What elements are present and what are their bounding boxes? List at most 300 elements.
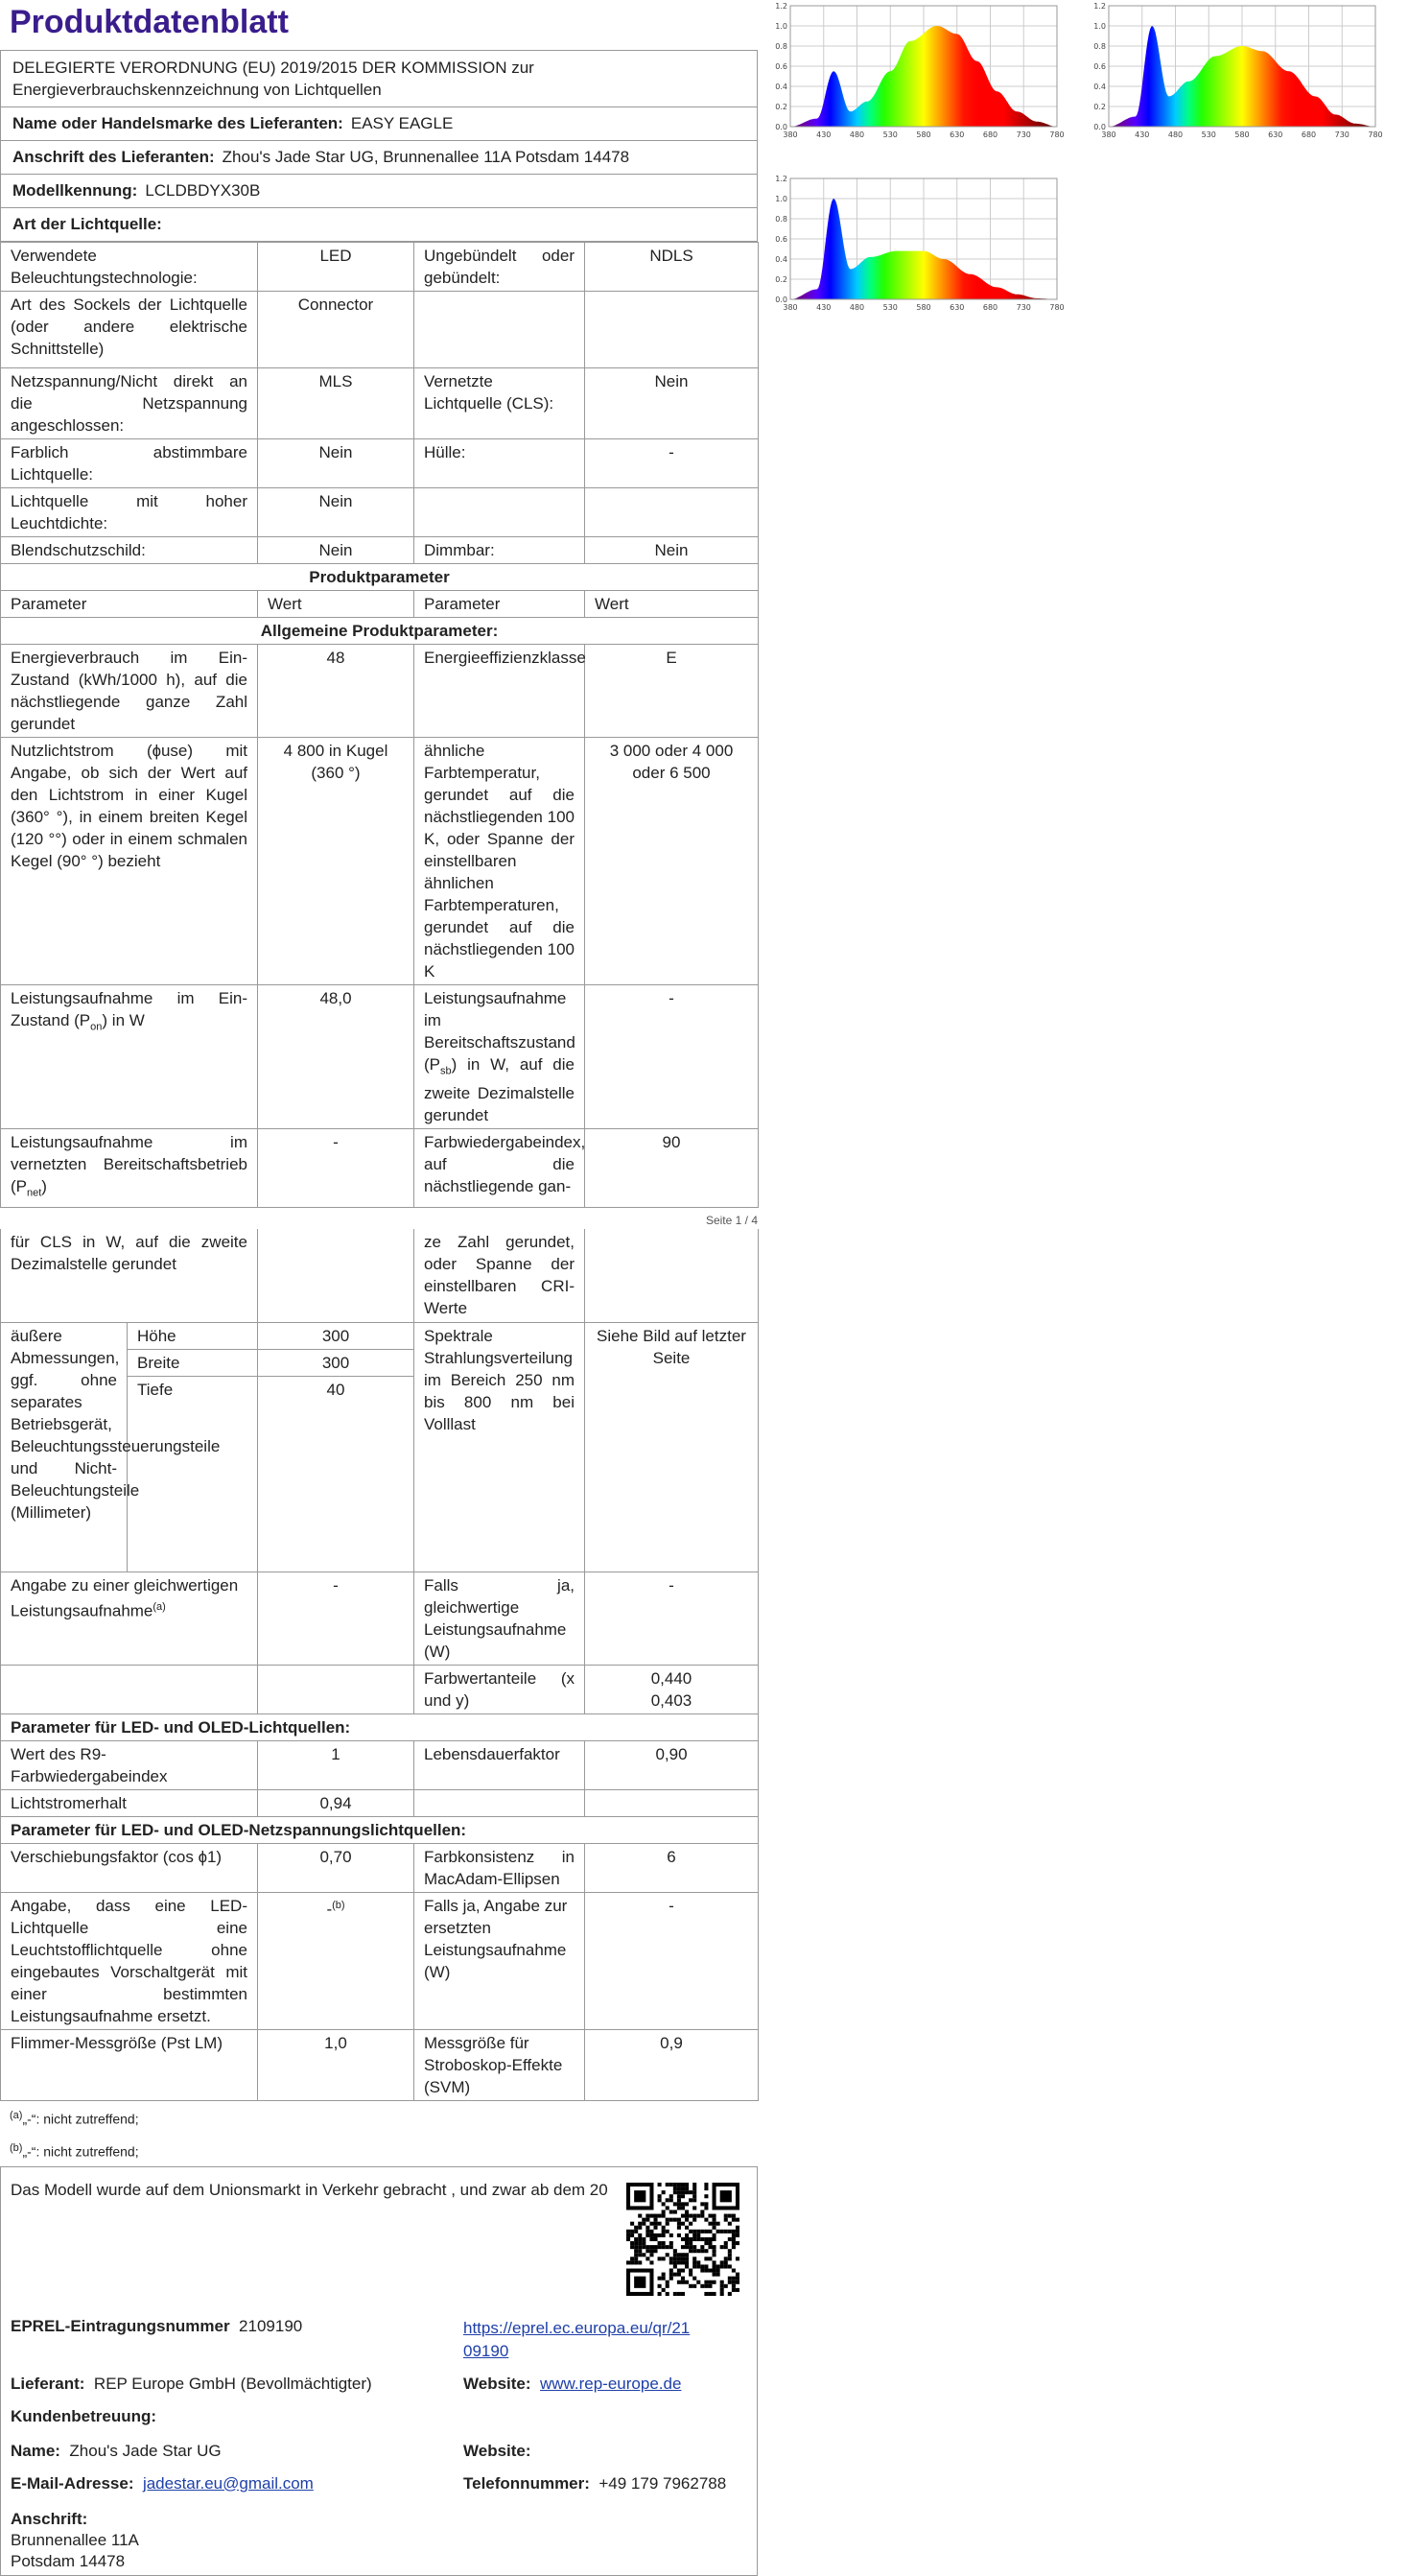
qr-module [736,2276,739,2280]
light-type-heading-row [0,208,758,242]
qr-module [653,2217,657,2221]
qr-module [732,2241,736,2245]
x-tick-label: 580 [1234,130,1250,139]
qr-module [653,2225,657,2229]
qr-module [720,2245,724,2249]
eprel-row: EPREL-Eintragungsnummer 2109190 [11,2316,303,2335]
page-number: Seite 1 / 4 [705,1213,758,1227]
x-tick-label: 730 [1016,303,1031,312]
x-tick-label: 480 [849,130,865,139]
lieferant-row: Lieferant: REP Europe GmbH (Bevollmächtigter) [11,2374,372,2393]
qr-module [681,2253,685,2257]
table-row [1,1323,759,1350]
mls-params-heading: Parameter für LED- und OLED-Netzspannungslichtquellen: [1,1817,759,1844]
qr-module [700,2210,704,2213]
equiv-label: Angabe zu einer gleichwertigen Leistungsaufnahme$^{(a)}$ [1,1572,258,1666]
qr-module [728,2213,732,2217]
x-tick-label: 730 [1016,130,1031,139]
qr-module [673,2292,677,2296]
equiv-value: - [258,1572,414,1666]
qr-module [692,2249,696,2253]
param-value [585,488,759,537]
qr-module [724,2264,728,2268]
qr-module [638,2245,642,2249]
qr-module [696,2213,700,2217]
qr-module [685,2245,689,2249]
param-value: Nein [585,368,759,439]
qr-module [700,2202,704,2206]
qr-module [634,2257,638,2260]
repl2-value: - [585,1893,759,2030]
x-tick-label: 480 [849,303,865,312]
table-row [1,1790,759,1817]
qr-module [673,2202,677,2206]
qr-module [673,2183,677,2186]
qr-module [677,2186,681,2190]
qr-module [658,2213,662,2217]
light-type-table [0,242,759,1208]
qr-module [673,2272,677,2276]
dims-label: äußere Abmessungen, ggf. ohne separates Betriebsgerät, Beleuchtungssteuerungsteile und Nicht-Beleuchtungsteile (Millimeter) [1,1323,128,1572]
qr-module [708,2241,712,2245]
qr-module [724,2283,728,2287]
qr-module [681,2257,685,2260]
qr-module [634,2237,638,2241]
qr-module [638,2253,642,2257]
qr-module [630,2260,634,2264]
qr-module [689,2198,692,2202]
x-tick-label: 580 [916,130,931,139]
product-params-heading: Produktparameter [1,564,759,591]
qr-module [669,2233,673,2236]
qr-module [634,2245,638,2249]
param-value: 48,0 [258,985,414,1129]
param-label: Leistungsaufnahme im Ein-Zustand $(P_{on})$ in W [1,985,258,1129]
x-tick-label: 480 [1167,130,1184,139]
supplier-address-row [0,141,758,175]
qr-module [669,2194,673,2198]
col-header-value: Wert [258,591,414,618]
param-label: Lichtquelle mit hoher Leuchtdichte: [1,488,258,537]
maint-label: Lichtstromerhalt [1,1790,258,1817]
qr-code-icon[interactable] [626,2183,739,2296]
qr-module [689,2241,692,2245]
param-label: Blendschutzschild: [1,537,258,564]
qr-module [704,2264,708,2268]
spd-label: Spektrale Strahlungsverteilung im Bereich 250 nm bis 800 nm bei Volllast [414,1323,585,1572]
spectrum-area [790,26,1057,127]
qr-module [653,2233,657,2236]
x-tick-label: 380 [783,303,798,312]
qr-module [673,2190,677,2194]
qr-module [626,2233,630,2236]
qr-module [662,2241,666,2245]
qr-module [716,2229,720,2233]
table-row [1,564,759,591]
qr-module [732,2229,736,2233]
qr-module [713,2221,716,2225]
qr-module [728,2237,732,2241]
param-value: Nein [258,439,414,488]
param-value: Nein [258,488,414,537]
qr-module [677,2202,681,2206]
qr-module [713,2245,716,2249]
qr-module [736,2225,739,2229]
qr-module [685,2280,689,2283]
qr-module [658,2198,662,2202]
qr-module [713,2260,716,2264]
param-label [414,292,585,368]
param-label: Vernetzte Lichtquelle (CLS): [414,368,585,439]
qr-module [677,2257,681,2260]
param-label: Netzspannung/Nicht direkt an die Netzspannung angeschlossen: [1,368,258,439]
supplier-address-label: Anschrift des Lieferanten: [12,148,215,166]
y-tick-label: 0.2 [1093,103,1106,111]
y-tick-label: 0.8 [775,42,787,51]
qr-module [713,2292,716,2296]
repl-label: Angabe, dass eine LED-Lichtquelle eine Leuchtstofflichtquelle ohne eingebautes Vorschaltgerät mit einer bestimmten Leistungsaufnahme ersetzt. [1,1893,258,2030]
qr-module [681,2194,685,2198]
qr-module [626,2260,630,2264]
qr-module [696,2249,700,2253]
product-params-table-cont [0,1229,759,2102]
qr-module [689,2221,692,2225]
qr-module [681,2186,685,2190]
col-header-param: Parameter [414,591,585,618]
qr-module [704,2183,708,2186]
qr-module [692,2237,696,2241]
qr-module [677,2221,681,2225]
x-tick-label: 630 [1268,130,1283,139]
param-value: 3 000 oder 4 000 oder 6 500 [585,738,759,985]
qr-module [673,2257,677,2260]
spectrum-chart-1 [767,0,1065,149]
page-break [0,1208,758,1229]
qr-module [673,2253,677,2257]
qr-module [704,2229,708,2233]
qr-module [677,2268,681,2272]
qr-module [638,2260,642,2264]
qr-module [666,2221,669,2225]
qr-module [708,2221,712,2225]
param-label: Nutzlichtstrom (ɸuse) mit Angabe, ob sich der Wert auf den Lichtstrom in einer Kugel (360° °), in einem breiten Kegel (120 °°) oder in einem schmalen Kegel (90° °) bezieht [1,738,258,985]
qr-module [662,2210,666,2213]
spectrum-chart-2 [1086,0,1383,149]
qr-module [669,2245,673,2249]
y-tick-label: 0.2 [775,275,787,284]
qr-module [704,2194,708,2198]
qr-module [677,2272,681,2276]
qr-module [634,2253,638,2257]
model-label: Modellkennung: [12,181,138,200]
param-label: Art des Sockels der Lichtquelle (oder andere elektrische Schnittstelle) [1,292,258,368]
qr-module [692,2229,696,2233]
qr-module [732,2283,736,2287]
param-value [585,1229,759,1323]
qr-module [662,2202,666,2206]
depth-value: 40 [258,1377,414,1572]
qr-module [685,2233,689,2236]
qr-module [720,2229,724,2233]
qr-module [685,2253,689,2257]
qr-module [638,2225,642,2229]
width-label: Breite [128,1350,258,1377]
qr-module [708,2237,712,2241]
website-link[interactable]: www.rep-europe.de [540,2374,682,2393]
qr-module [716,2272,720,2276]
maint-value: 0,94 [258,1790,414,1817]
x-tick-label: 630 [950,130,965,139]
qr-module [669,2210,673,2213]
life-label: Lebensdauerfaktor [414,1741,585,1790]
qr-module [677,2183,681,2186]
qr-module [630,2241,634,2245]
qr-module [630,2257,634,2260]
kunden-label: Kundenbetreuung: [11,2406,157,2425]
qr-module [638,2237,642,2241]
table-row [1,1129,759,1207]
param-value: - [585,985,759,1129]
qr-module [713,2249,716,2253]
qr-module [653,2249,657,2253]
x-tick-label: 430 [1135,130,1150,139]
param-value: - [585,439,759,488]
qr-module [700,2229,704,2233]
qr-module [708,2213,712,2217]
qr-module [681,2190,685,2194]
supplier-name-row [0,107,758,141]
qr-module [673,2217,677,2221]
repl-value: -$^{(b)}$ [258,1893,414,2030]
qr-module [692,2213,696,2217]
page-title: Produktdatenblatt [10,4,289,40]
x-tick-label: 380 [1101,130,1116,139]
qr-module [681,2292,685,2296]
param-value: 90 [585,1129,759,1207]
qr-module [689,2268,692,2272]
table-row [1,2030,759,2101]
qr-module [681,2276,685,2280]
qr-module [666,2280,669,2283]
qr-module [645,2257,649,2260]
qr-module [713,2233,716,2236]
qr-module [681,2202,685,2206]
qr-module [713,2237,716,2241]
qr-module [681,2268,685,2272]
qr-module [626,2229,630,2233]
footnote-a: $^{(a)}$„-“: nicht zutreffend; [10,2110,139,2127]
anschrift-block: Anschrift: Brunnenallee 11A Potsdam 14478 [11,2509,139,2570]
table-row [1,738,759,985]
pf-value: 0,70 [258,1844,414,1893]
qr-module [666,2183,669,2186]
y-tick-label: 0.6 [1093,62,1106,71]
qr-module [732,2217,736,2221]
x-tick-label: 680 [982,130,998,139]
y-tick-label: 0.0 [775,123,787,131]
table-row [1,591,759,618]
qr-module [724,2213,728,2217]
qr-module [689,2190,692,2194]
qr-module [669,2241,673,2245]
qr-module [692,2257,696,2260]
qr-module [673,2186,677,2190]
qr-module [736,2257,739,2260]
x-tick-label: 530 [1201,130,1216,139]
qr-module [728,2229,732,2233]
qr-module [645,2233,649,2236]
qr-module [662,2272,666,2276]
qr-module [658,2241,662,2245]
qr-module [630,2233,634,2236]
qr-module [685,2183,689,2186]
qr-module [696,2229,700,2233]
empty-cell [414,1790,585,1817]
qr-module [704,2257,708,2260]
supplier-name-label: Name oder Handelsmarke des Lieferanten: [12,114,343,132]
width-value: 300 [258,1350,414,1377]
qr-finder [634,2276,645,2287]
param-label: Leistungsaufnahme im vernetzten Bereitschaftsbetrieb $(P_{net})$ [1,1129,258,1207]
qr-module [713,2213,716,2217]
param-label: Dimmbar: [414,537,585,564]
y-tick-label: 1.0 [775,22,787,31]
param-label: für CLS in W, auf die zweite Dezimalstelle gerundet [1,1229,258,1323]
qr-module [736,2233,739,2236]
qr-module [685,2257,689,2260]
qr-module [692,2233,696,2236]
qr-module [658,2276,662,2280]
r9-value: 1 [258,1741,414,1790]
x-tick-label: 530 [882,130,898,139]
y-tick-label: 1.0 [1093,22,1106,31]
param-label: Farblich abstimmbare Lichtquelle: [1,439,258,488]
qr-module [677,2253,681,2257]
qr-module [704,2186,708,2190]
y-tick-label: 1.2 [775,2,787,11]
qr-module [677,2190,681,2194]
qr-module [724,2260,728,2264]
qr-module [669,2183,673,2186]
qr-module [685,2217,689,2221]
qr-module [692,2206,696,2210]
qr-module [662,2245,666,2249]
svm-label: Messgröße für Stroboskop-Effekte (SVM) [414,2030,585,2101]
param-value: Nein [585,537,759,564]
qr-module [689,2213,692,2217]
qr-module [728,2280,732,2283]
qr-module [666,2217,669,2221]
qr-module [677,2225,681,2229]
qr-module [662,2276,666,2280]
eprel-link[interactable]: https://eprel.ec.europa.eu/qr/21 09190 [463,2318,691,2360]
table-row [1,1844,759,1893]
qr-module [736,2217,739,2221]
qr-module [649,2237,653,2241]
qr-module [658,2194,662,2198]
qr-module [713,2272,716,2276]
qr-module [692,2260,696,2264]
empty-cell [258,1666,414,1714]
qr-module [649,2260,653,2264]
email-link[interactable]: jadestar.eu@gmail.com [142,2473,314,2493]
table-row [1,1229,759,1323]
led-params-heading: Parameter für LED- und OLED-Lichtquellen: [1,1714,759,1741]
qr-module [732,2287,736,2291]
qr-module [638,2241,642,2245]
qr-module [692,2183,696,2186]
table-row [1,1741,759,1790]
qr-module [713,2217,716,2221]
qr-module [689,2249,692,2253]
qr-module [708,2292,712,2296]
param-value: Nein [258,537,414,564]
qr-module [634,2249,638,2253]
qr-module [677,2194,681,2198]
chroma-label: Farbwertanteile (x und y) [414,1666,585,1714]
qr-module [720,2280,724,2283]
qr-module [666,2283,669,2287]
qr-module [677,2233,681,2236]
x-tick-label: 530 [882,303,898,312]
qr-module [630,2245,634,2249]
model-row [0,175,758,208]
qr-module [653,2213,657,2217]
qr-module [677,2217,681,2221]
qr-module [700,2264,704,2268]
qr-module [732,2276,736,2280]
qr-module [728,2276,732,2280]
qr-module [692,2217,696,2221]
qr-module [681,2221,685,2225]
param-value [258,1229,414,1323]
qr-module [708,2283,712,2287]
name-row: Name: Zhou's Jade Star UG [11,2441,222,2460]
table-row [1,1572,759,1666]
qr-module [736,2272,739,2276]
qr-module [681,2213,685,2217]
qr-module [728,2221,732,2225]
table-row [1,1666,759,1714]
param-label: Energieeffizienzklasse [414,645,585,738]
param-value: 4 800 in Kugel (360 °) [258,738,414,985]
qr-module [677,2280,681,2283]
qr-module [689,2272,692,2276]
qr-module [689,2245,692,2249]
phone-row: Telefonnummer: +49 179 7962788 [463,2473,727,2493]
param-value: MLS [258,368,414,439]
table-row [1,645,759,738]
qr-module [704,2241,708,2245]
param-label: Farbwiedergabeindex, auf die nächstliegende gan- [414,1129,585,1207]
qr-module [681,2245,685,2249]
param-label: Ungebündelt oder gebündelt: [414,243,585,292]
life-value: 0,90 [585,1741,759,1790]
qr-module [645,2213,649,2217]
qr-module [700,2245,704,2249]
param-value [585,292,759,368]
qr-module [669,2276,673,2280]
qr-module [666,2229,669,2233]
table-row [1,1817,759,1844]
pst-label: Flimmer-Messgröße (Pst LM) [1,2030,258,2101]
qr-module [708,2268,712,2272]
qr-module [685,2241,689,2245]
x-tick-label: 680 [982,303,998,312]
email-row: E-Mail-Adresse: jadestar.eu@gmail.com [11,2473,314,2493]
table-row [1,537,759,564]
qr-module [692,2245,696,2249]
